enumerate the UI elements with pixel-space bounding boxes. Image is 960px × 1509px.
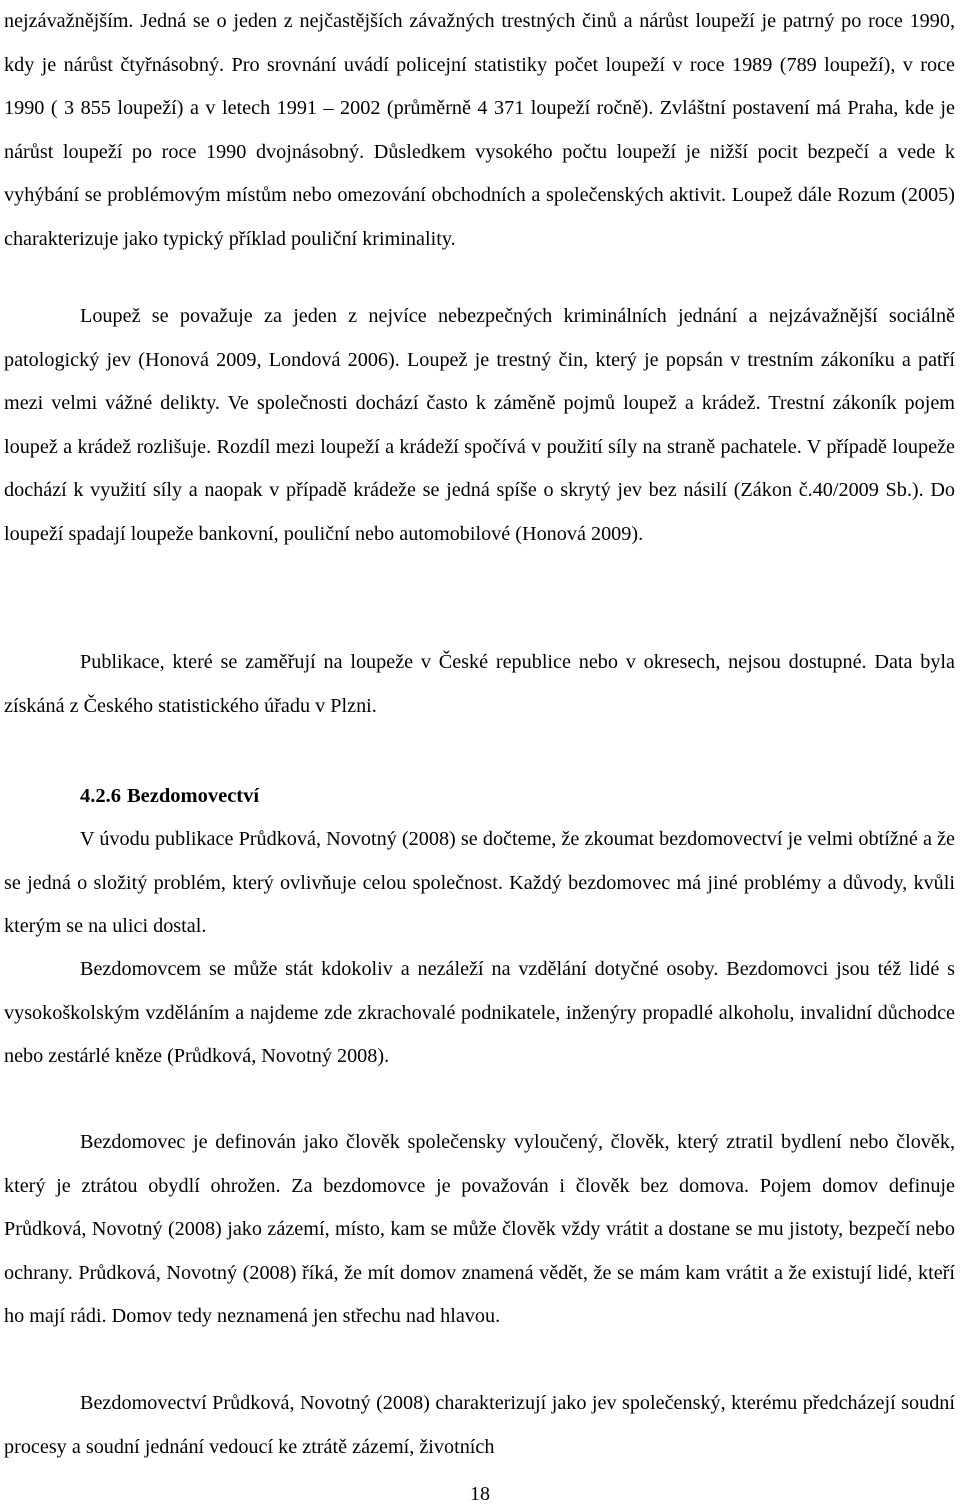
paragraph-homelessness-characterization: Bezdomovectví Průdková, Novotný (2008) charakterizují jako jev společenský, kterému předcházejí soudní procesy a soudní jednání vedoucí ke ztrátě zázemí, životních <box>4 1392 955 1458</box>
section-title: Bezdomovectví <box>127 785 260 807</box>
paragraph-homelessness-intro: V úvodu publikace Průdková, Novotný (2008) se dočteme, že zkoumat bezdomovectví je velmi obtížné a že se jedná o složitý problém, který ovlivňuje celou společnost. Každý bezdomovec má jiné problémy a důvody, kvůli kterým se na ulici dostal. <box>4 828 955 938</box>
section-heading <box>80 775 259 819</box>
paragraph-homeless-anyone: Bezdomovcem se může stát kdokoliv a nezáleží na vzdělání dotyčné osoby. Bezdomovci jsou též lidé s vysokoškolským vzděláním a najdeme zde zkrachovalé podnikatele, inženýry propadlé alkoholu, invalidní důchodce nebo zestárlé kněze (Průdková, Novotný 2008). <box>4 958 955 1068</box>
section-number: 4.2.6 <box>80 785 121 807</box>
paragraph-publications: Publikace, které se zaměřují na loupeže v České republice nebo v okresech, nejsou dostupné. Data byla získáná z Českého statistického úřadu v Plzni. <box>4 651 955 717</box>
paragraph-robbery-definition: Loupež se považuje za jeden z nejvíce nebezpečných kriminálních jednání a nejzávažnější sociálně patologický jev (Honová 2009, Londová 2006). Loupež je trestný čin, který je popsán v trestním zákoníku a patří mezi velmi vážné delikty. Ve společnosti dochází často k záměně pojmů loupež a krádež. Trestní zákoník pojem loupež a krádež rozlišuje. Rozdíl mezi loupeží a krádeží spočívá v použití síly na straně pachatele. V případě loupeže dochází k využití síly a naopak v případě krádeže se jedná spíše o skrytý jev bez násilí (Zákon č.40/2009 Sb.). Do loupeží spadají loupeže bankovní, pouliční nebo automobilové (Honová 2009). <box>4 305 955 545</box>
paragraph-homeless-definition: Bezdomovec je definován jako člověk společensky vyloučený, člověk, který ztratil bydlení nebo člověk, který je ztrátou obydlí ohrožen. Za bezdomovce je považován i člověk bez domova. Pojem domov definuje Průdková, Novotný (2008) jako zázemí, místo, kam se může člověk vždy vrátit a dostane se mu jistoty, bezpečí nebo ochrany. Průdková, Novotný (2008) říká, že mít domov znamená vědět, že se mám kam vrátit a že existují lidé, kteří ho mají rádi. Domov tedy neznamená jen střechu nad hlavou. <box>4 1131 955 1328</box>
paragraph-robbery-statistics: nejzávažnějším. Jedná se o jeden z nejčastějších závažných trestných činů a nárůst loupeží je patrný po roce 1990, kdy je nárůst čtyřnásobný. Pro srovnání uvádí policejní statistiky počet loupeží v roce 1989 (789 loupeží), v roce 1990 ( 3 855 loupeží) a v letech 1991 – 2002 (průměrně 4 371 loupeží ročně). Zvláštní postavení má Praha, kde je nárůst loupeží po roce 1990 dvojnásobný. Důsledkem vysokého počtu loupeží je nižší pocit bezpečí a vede k vyhýbání se problémovým místům nebo omezování obchodních a společenských aktivit. Loupež dále Rozum (2005) charakterizuje jako typický příklad pouliční kriminality. <box>4 10 955 250</box>
page-number: 18 <box>470 1483 490 1505</box>
